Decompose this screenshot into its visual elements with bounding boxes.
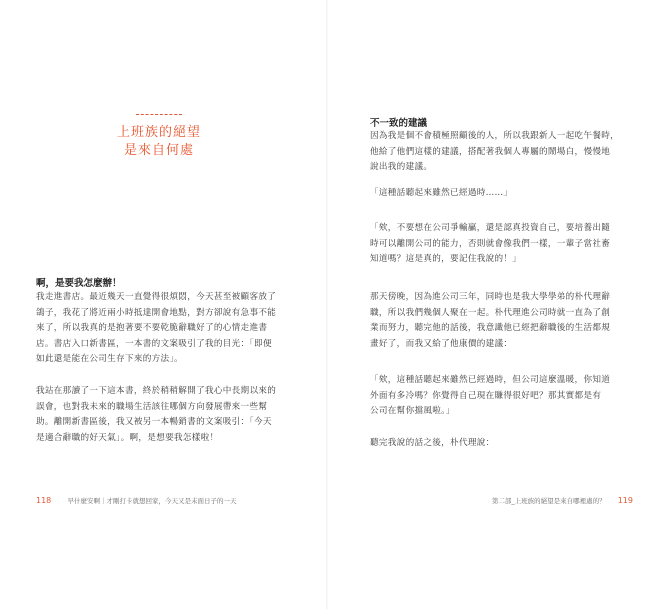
text-line: 外面有多冷嗎？你覺得自己現在賺得很好吧？那其實都是有 bbox=[370, 390, 602, 401]
text-line: 聽完我說的話之後，朴代理說： bbox=[370, 438, 495, 448]
page-number: 118 bbox=[36, 496, 52, 505]
right-footer bbox=[492, 496, 633, 505]
text-line: 如此還是能在公司生存下來的方法」。 bbox=[36, 354, 183, 365]
decorative-dashed-line bbox=[136, 114, 182, 115]
paragraph bbox=[36, 290, 276, 368]
text-line: 職，所以我們幾個人聚在一起。朴代理進公司時就一直為了創 bbox=[370, 307, 611, 318]
paragraph bbox=[370, 221, 610, 268]
text-line: 我站在那讀了一下這本書，終於稍稍解開了我心中長期以來的 bbox=[36, 386, 277, 396]
section-heading: 不一致的建議 bbox=[370, 118, 428, 129]
paragraph bbox=[370, 436, 495, 452]
running-title: 第二部_上班族的絕望是來自哪裡處的？ bbox=[491, 497, 606, 505]
left-page bbox=[0, 0, 327, 609]
paragraph bbox=[370, 373, 610, 420]
text-line: 時可以離開公司的能力，否則就會像我們一樣，一輩子當社畜 bbox=[370, 238, 611, 249]
text-line: 「欸，不要想在公司爭輸贏，還是認真投資自己，要培養出隨 bbox=[370, 223, 611, 233]
text-line: 業而努力，聽完他的話後，我意識他已經把辭職後的生活都規 bbox=[370, 323, 611, 334]
chapter-title bbox=[100, 124, 218, 160]
text-line: 來了，所以我真的是抱著要不要乾脆辭職好了的心情走進書 bbox=[36, 323, 268, 334]
paragraph bbox=[370, 129, 619, 176]
paragraph bbox=[370, 290, 610, 352]
text-line: 助。離開新書區後，我又被另一本暢銷書的文案吸引：「今天 bbox=[36, 417, 272, 428]
chapter-title-line-1: 上班族的絕望 bbox=[116, 125, 201, 140]
right-page bbox=[328, 0, 655, 609]
text-line: 說出我的建議。 bbox=[370, 162, 433, 173]
text-line: 鴿子，我花了將近兩小時抵達開會地點，對方卻說有急事不能 bbox=[36, 307, 277, 318]
text-line: 店。書店入口新書區，一本書的文案吸引了我的目光：「即便 bbox=[36, 338, 272, 349]
text-line: 誤會，也對我未來的職場生活該往哪個方向發展帶來一些幫 bbox=[36, 401, 268, 412]
section-heading: 啊，是要我怎麼辦！ bbox=[36, 278, 122, 289]
text-line: 畫好了，而我又給了他康價的建議： bbox=[370, 338, 513, 349]
text-line: 我走進書店。最近幾天一直覺得很煩悶，今天甚至被顧客放了 bbox=[36, 292, 277, 302]
text-line: 因為我是個不會積極照顧後的人，所以我跟新人一起吃午餐時， bbox=[370, 131, 620, 141]
text-line: 公司在幫你擋風啦。」 bbox=[370, 406, 455, 417]
left-footer bbox=[36, 496, 236, 505]
running-title: 早什麼安啊｜才剛打卡就想回家，今天又是未面日子的一天 bbox=[67, 497, 237, 505]
paragraph bbox=[370, 186, 512, 202]
paragraph bbox=[36, 384, 276, 446]
text-line: 知道嗎？這是真的，要記住我說的！」 bbox=[370, 254, 522, 265]
chapter-title-line-2: 是來自何處 bbox=[123, 143, 194, 158]
text-line: 「這種話聽起來雖然已經過時……」 bbox=[370, 188, 513, 198]
text-line: 是適合辭職的好天氣」。啊，是想要我怎樣啦！ bbox=[36, 432, 219, 443]
text-line: 「欸，這種話聽起來雖然已經過時，但公司這麼溫暖，你知道 bbox=[370, 375, 611, 385]
text-line: 那天傍晚，因為進公司三年，同時也是我大學學弟的朴代理辭 bbox=[370, 292, 611, 302]
text-line: 他給了他們這樣的建議，搭配著我個人專屬的鬧場白，慢慢地 bbox=[370, 146, 611, 157]
page-number: 119 bbox=[617, 496, 633, 505]
